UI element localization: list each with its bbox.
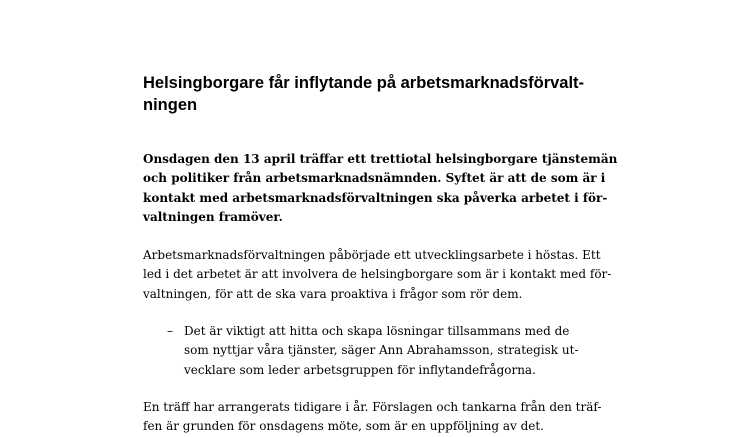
paragraph-line: fen är grunden för onsdagens möte, som är en uppföljning av det. bbox=[143, 419, 544, 434]
ingress-line: och politiker från arbetsmarknadsnämnden. Syftet är att de som är i bbox=[143, 171, 606, 186]
article-headline bbox=[143, 72, 623, 116]
article-ingress bbox=[143, 150, 623, 228]
headline-line: Helsingborgare får inflytande på arbetsmarknadsförvalt- bbox=[143, 74, 585, 92]
quote-line: vecklare som leder arbetsgruppen för inflytandefrågorna. bbox=[184, 362, 536, 377]
headline-line: ningen bbox=[143, 96, 198, 114]
body-paragraph-1 bbox=[143, 246, 623, 304]
body-paragraph-2 bbox=[143, 398, 623, 437]
paragraph-line: led i det arbetet är att involvera de helsingborgare som är i kontakt med för- bbox=[143, 267, 612, 282]
quote-dash: – bbox=[167, 324, 173, 338]
quote-line: som nyttjar våra tjänster, säger Ann Abrahamsson, strategisk ut- bbox=[184, 343, 579, 358]
ingress-line: Onsdagen den 13 april träffar ett trettiotal helsingborgare tjänstemän bbox=[143, 152, 618, 166]
ingress-line: kontakt med arbetsmarknadsförvaltningen ska påverka arbetet i för- bbox=[143, 190, 608, 205]
paragraph-line: Arbetsmarknadsförvaltningen påbörjade ett utvecklingsarbete i höstas. Ett bbox=[143, 248, 601, 262]
quote-line: Det är viktigt att hitta och skapa lösningar tillsammans med de bbox=[184, 324, 570, 338]
quote-block bbox=[167, 322, 624, 380]
paragraph-line: En träff har arrangerats tidigare i år. Förslagen och tankarna från den träf- bbox=[143, 400, 602, 414]
ingress-line: valtningen framöver. bbox=[143, 210, 283, 225]
paragraph-line: valtningen, för att de ska vara proaktiva i frågor som rör dem. bbox=[143, 286, 523, 301]
